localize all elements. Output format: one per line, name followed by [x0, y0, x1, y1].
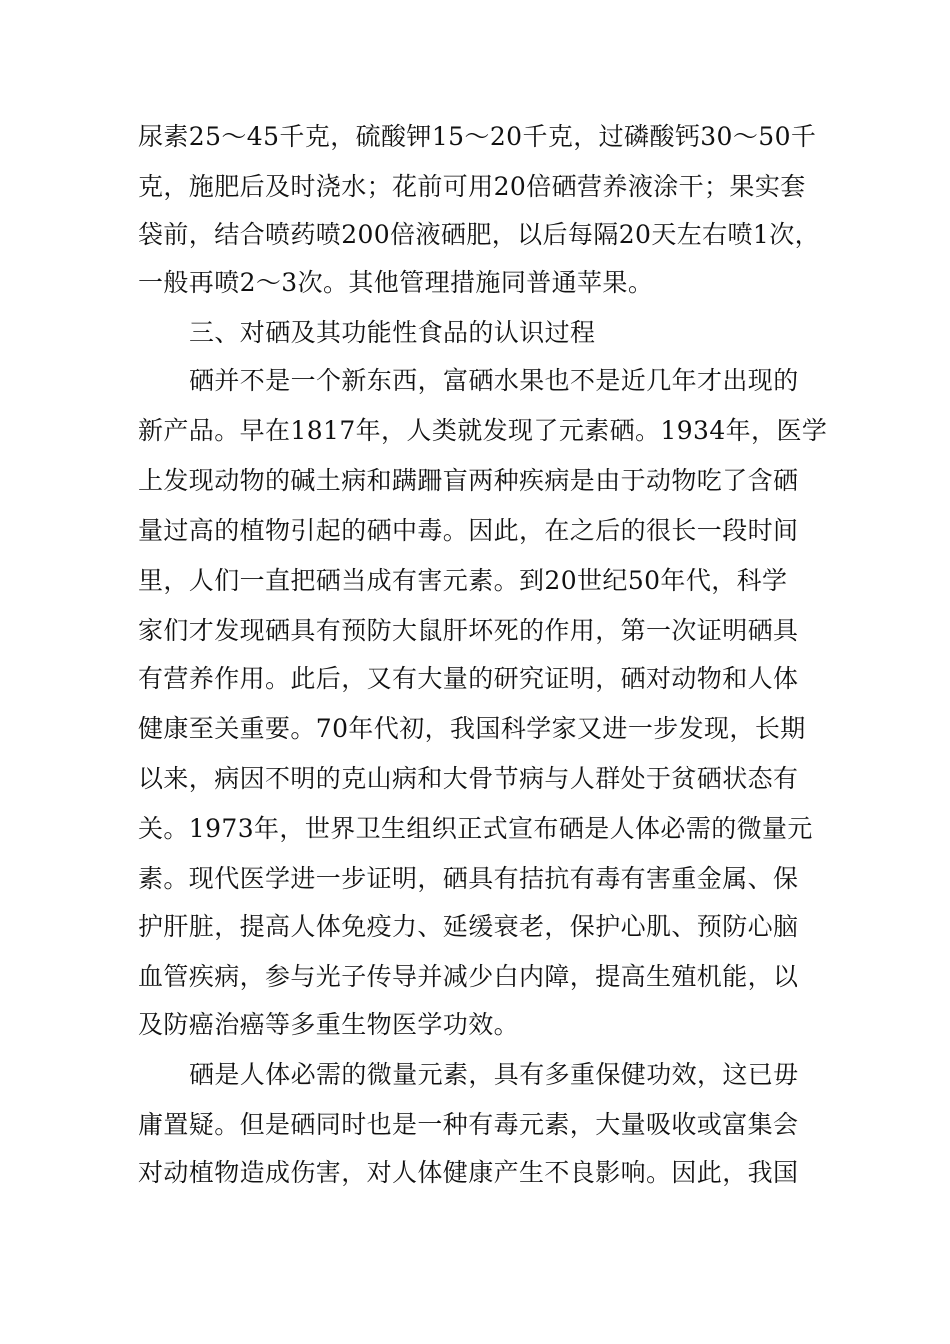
body-text-line: 一般再喷2～3次。其他管理措施同普通苹果。: [138, 268, 654, 297]
body-text-line: 对动植物造成伤害，对人体健康产生不良影响。因此，我国: [138, 1158, 799, 1187]
body-text-line: 以来，病因不明的克山病和大骨节病与人群处于贫硒状态有: [138, 764, 799, 793]
body-text-line: 庸置疑。但是硒同时也是一种有毒元素，大量吸收或富集会: [138, 1110, 799, 1139]
body-text-line: 袋前，结合喷药喷200倍液硒肥，以后每隔20天左右喷1次，: [138, 220, 821, 249]
body-text-line: 健康至关重要。70年代初，我国科学家又进一步发现，长期: [138, 714, 806, 743]
body-text-line: 量过高的植物引起的硒中毒。因此，在之后的很长一段时间: [138, 516, 799, 545]
body-text-line: 硒并不是一个新东西，富硒水果也不是近几年才出现的: [189, 366, 799, 395]
body-text-line: 新产品。早在1817年，人类就发现了元素硒。1934年，医学: [138, 416, 828, 445]
section-heading: 三、对硒及其功能性食品的认识过程: [189, 318, 596, 347]
body-text-line: 克，施肥后及时浇水；花前可用20倍硒营养液涂干；果实套: [138, 172, 806, 201]
body-text-line: 尿素25～45千克，硫酸钾15～20千克，过磷酸钙30～50千: [138, 122, 817, 151]
body-text-line: 护肝脏，提高人体免疫力、延缓衰老，保护心肌、预防心脑: [138, 912, 799, 941]
body-text-line: 有营养作用。此后，又有大量的研究证明，硒对动物和人体: [138, 664, 799, 693]
body-text-line: 家们才发现硒具有预防大鼠肝坏死的作用，第一次证明硒具: [138, 616, 799, 645]
body-text-line: 里，人们一直把硒当成有害元素。到20世纪50年代，科学: [138, 566, 788, 595]
body-text-line: 及防癌治癌等多重生物医学功效。: [138, 1010, 520, 1039]
body-text-line: 素。现代医学进一步证明，硒具有拮抗有毒有害重金属、保: [138, 864, 799, 893]
body-text-line: 关。1973年，世界卫生组织正式宣布硒是人体必需的微量元: [138, 814, 813, 843]
body-text-line: 血管疾病，参与光子传导并减少白内障，提高生殖机能，以: [138, 962, 799, 991]
body-text-line: 硒是人体必需的微量元素，具有多重保健功效，这已毋: [189, 1060, 799, 1089]
body-text-line: 上发现动物的碱土病和蹒跚盲两种疾病是由于动物吃了含硒: [138, 466, 799, 495]
